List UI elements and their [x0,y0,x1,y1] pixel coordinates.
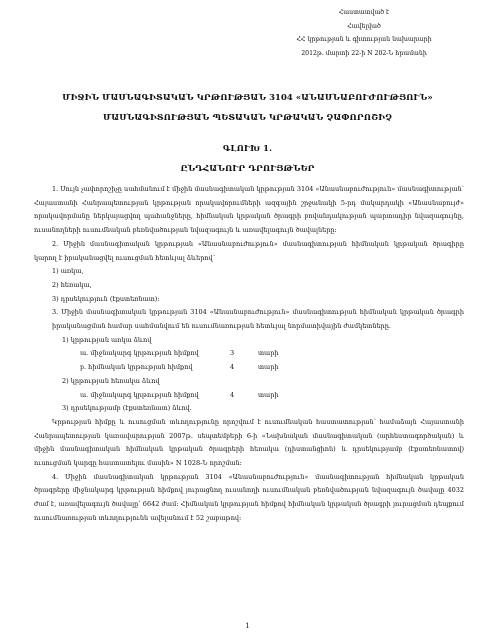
paragraph-3: 3. Միջին մասնագիտական կրթության 3104 «Անասնաբուժություն» մասնագիտության հիմնական կրթական ծրագրի իրականացման համար սահմանվում են ուսումնառության հետևյալ նորմատիվային ժամկետները. [52,308,464,331]
chapter-number: ԳԼՈՒԽ 1. [222,143,273,153]
duration-years: 4 [230,363,235,372]
duration-full-time: 1) կրթության առկա ձևով [62,335,152,344]
duration-external: 3) դրսեկությամբ (էքստեռնատ) ձևով. [62,404,192,413]
duration-label: բ. հիմնական կրթության հիմքով [80,363,193,372]
form-item: 2) հեռակա, [52,280,92,289]
paragraph-after-durations: Կրթության հիմքը և ուսուցման տևողությունը որոշվում է ուսումնական հաստատության՝ համաձայն Հայաստանի Հանրապետության կառավարության 2007թ. սեպտեմբերի 6-ի «Նախնական մասնագիտական (արհեստագործական) և միջին մասնագիտական հիմնական կրթական ծրագրերի հեռակա (դիստանցիոն) և դրսեկությամբ (էքստեռնատով) ուսուցման կարգը հաստատելու մասին» N 1028-Ն որոշման: [34,417,464,468]
duration-unit: տարի [258,349,279,358]
duration-row [34,347,464,361]
document-title-line-1: ՄԻՋԻՆ ՄԱՍՆԱԳԻՏԱԿԱՆ ԿՐԹՈՒԹՅԱՆ 3104 «ԱՆԱՍՆԱԲՈՒԺՈՒԹՅՈՒՆ» [62,92,433,102]
approval-line: Հաստատված է [338,9,390,16]
approval-line: ՀՀ կրթության և գիտության նախարարի [296,36,432,43]
duration-row [34,361,464,375]
document-body [34,183,464,526]
approval-stamp [269,6,459,60]
page-number: 1 [245,622,250,630]
duration-label: ա. միջնակարգ կրթության հիմքով [80,349,199,358]
form-item: 3) դրսեկություն (էքստեռնատ): [52,294,160,303]
duration-unit: տարի [258,363,279,372]
duration-part-time: 2) կրթության հեռակա ձևով [62,376,160,385]
form-item: 1) առկա, [52,267,84,276]
chapter-title: ԸՆԴՀԱՆՈՒՐ ԴՐՈՒՅԹՆԵՐ [180,163,315,173]
approval-line: Հավելված [347,22,381,30]
duration-unit: տարի [258,390,279,399]
duration-years: 4 [230,390,235,399]
document-title-line-2: ՄԱՍՆԱԳԻՏՈՒԹՅԱՆ ՊԵՏԱԿԱՆ ԿՐԹԱԿԱՆ ՉԱՓՈՐՈՇԻՉ [102,112,393,122]
paragraph-1: 1. Սույն չափորոշիչը սահմանում է միջին մասնագիտական կրթության 3104 «Անասնաբուժություն» մասնագիտության՝ Հայաստանի Հանրապետության կրթության որակավորումների ազգային շրջանակի 5-րդ մակարդակի «Անասնաբույժ» որակավորմանը ներկայացվող պահանջները, հիմնական կրթական ծրագրի բովանդակության պարտադիր նվազագույնը, ուսանողների ուսումնական բեռնվածության նվազագույն և առավելագույն ծավալները: [34,185,464,235]
duration-row [34,389,464,403]
duration-years: 3 [230,349,235,358]
paragraph-4: 4. Միջին մասնագիտական կրթության 3104 «Անասնաբուժություն» մասնագիտության հիմնական կրթական ծրագրերը միջնակարգ կրթության հիմքով յուրացնող ուսանողի ուսումնական բեռնվածության նվազագույն ծավալը 4032 ժամ է, առավելագույն ծավալը՝ 6642 ժամ: Հիմնական կրթության հիմքով հիմնական կրթական ծրագրի յուրացման դեպքում ուսումնառության տևողությունն ավելանում է 52 շաբաթով: [34,472,464,522]
approval-line: 2012թ. մարտի 22-ի N 202-Ն հրամանի [301,49,427,57]
paragraph-2: 2. Միջին մասնագիտական կրթության «Անասնաբուժություն» մասնագիտության հիմնական կրթական ծրագիրը կարող է իրականացվել ուսուցման հետևյալ ձևերով՝ [34,239,464,262]
duration-label: ա. միջնակարգ կրթության հիմքով [80,390,199,399]
